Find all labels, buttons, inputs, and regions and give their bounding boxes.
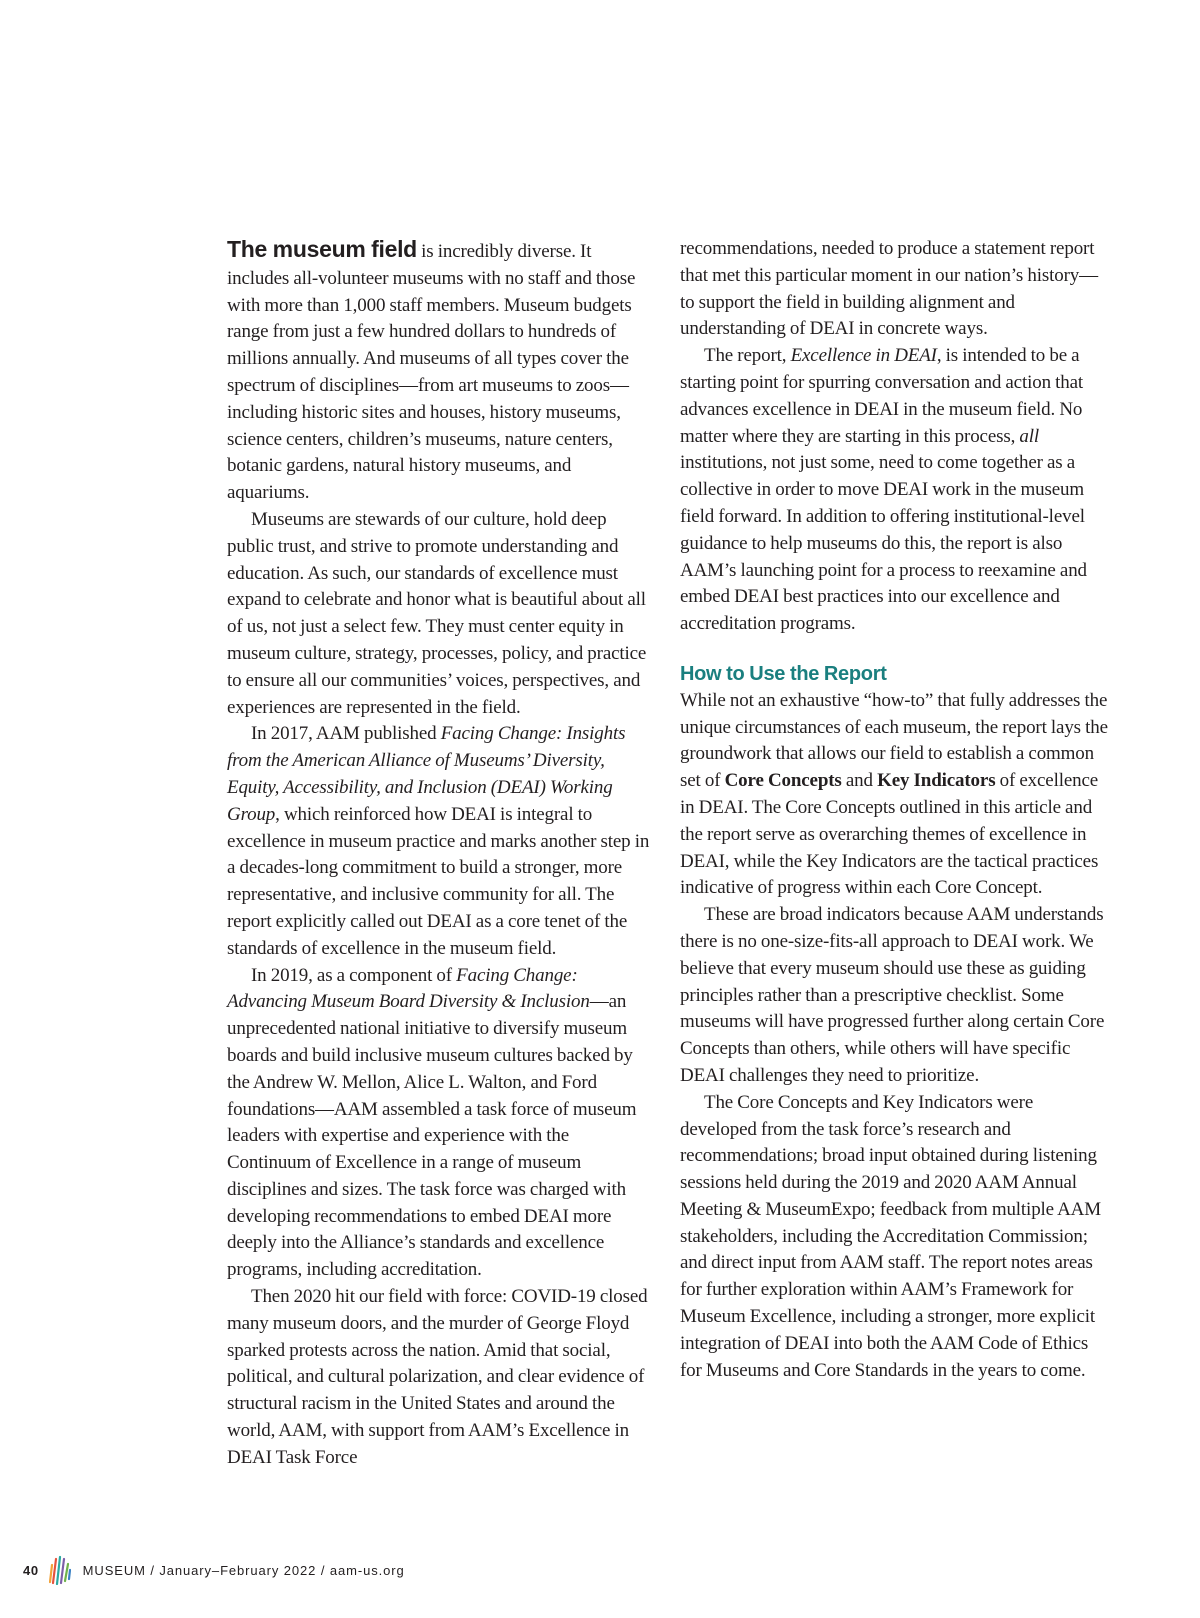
article-column-left [227, 236, 657, 1472]
body-paragraph [680, 688, 1112, 902]
paragraph-text: , which reinforced how DEAI is integral to excellence in museum practice and marks another step in a decades-long commitment to build a stronger, more representative, and inclusive community for all. The report explicitly called out DEAI as a core tenet of the standards of excellence in the museum field. [227, 803, 650, 959]
body-paragraph [227, 963, 657, 1285]
footer-text: MUSEUM / January–February 2022 / aam-us.org [82, 1562, 405, 1578]
term-core-concepts: Core Concepts [724, 770, 842, 792]
paragraph-text: The report, [704, 345, 791, 367]
body-paragraph: recommendations, needed to produce a statement report that met this particular moment in our nation’s history—to support the field in building alignment and understanding of DEAI in concrete ways. [680, 238, 1098, 340]
publication-title: Facing Change: Advancing Museum Board Diversity & Inclusion [227, 964, 590, 1013]
paragraph-text: is incredibly diverse. It includes all-volunteer museums with no staff and those with more than 1,000 staff members. Museum budgets range from just a few hundred dollars to hundreds of millions annually. And museums of all types cover the spectrum of disciplines—from art museums to zoos—including historic sites and houses, history museums, science centers, children’s museums, nature centers, botanic gardens, natural history museums, and aquariums. [227, 241, 636, 504]
lead-in: The museum field [227, 236, 417, 262]
page-number: 40 [23, 1562, 39, 1578]
body-paragraph [227, 721, 657, 962]
body-paragraph: The Core Concepts and Key Indicators were developed from the task force’s research and recommendations; broad input obtained during listening sessions held during the 2019 and 2020 AAM Annual Meeting & MuseumExpo; feedback from multiple AAM stakeholders, including the Accreditation Commission; and direct input from AAM staff. The report notes areas for further exploration within AAM’s Framework for Museum Excellence, including a stronger, more explicit integration of DEAI into both the AAM Code of Ethics for Museums and Core Standards in the years to come. [680, 1091, 1101, 1381]
aam-logo-icon [49, 1555, 71, 1585]
body-paragraph: Then 2020 hit our field with force: COVID-19 closed many museum doors, and the murder of George Floyd sparked protests across the nation. Amid that social, political, and cultural polarization, and clear evidence of structural racism in the United States and around the world, AAM, with support from AAM’s Excellence in DEAI Task Force [227, 1286, 648, 1468]
body-paragraph [227, 236, 657, 507]
paragraph-text: and [841, 770, 878, 792]
publication-title: Facing Change: Insights from the American Alliance of Museums’ Diversity, Equity, Accessibility, and Inclusion (DEAI) Working Group [227, 723, 626, 825]
paragraph-text: , is intended to be a starting point for spurring conversation and action that advances excellence in DEAI in the museum field. No matter where they are starting in this process, [680, 345, 1084, 447]
publication-title: Excellence in DEAI [790, 345, 937, 367]
term-key-indicators: Key Indicators [877, 770, 996, 792]
paragraph-text: In 2017, AAM published [251, 723, 441, 745]
paragraph-text: While not an exhaustive “how-to” that fully addresses the unique circumstances of each museum, the report lays the groundwork that allows our field to establish a common set of [680, 689, 1108, 792]
body-paragraph [680, 343, 1112, 638]
paragraph-text: In 2019, as a component of [251, 964, 457, 986]
emphasis: all [1019, 425, 1040, 447]
body-paragraph: These are broad indicators because AAM understands there is no one-size-fits-all approach to DEAI work. We believe that every museum should use these as guiding principles rather than a prescriptive checklist. Some museums will have progressed further along certain Core Concepts than others, while others will have specific DEAI challenges they need to prioritize. [680, 904, 1105, 1086]
page-footer [23, 1553, 405, 1587]
paragraph-text: of excellence in DEAI. The Core Concepts outlined in this article and the report serve as overarching themes of excellence in DEAI, while the Key Indicators are the tactical practices indicative of progress within each Core Concept. [680, 770, 1099, 899]
paragraph-text: institutions, not just some, need to come together as a collective in order to move DEAI work in the museum field forward. In addition to offering institutional-level guidance to help museums do this, the report is also AAM’s launching point for a process to reexamine and embed DEAI best practices into our excellence and accreditation programs. [680, 452, 1087, 635]
article-column-right [680, 236, 1112, 1384]
section-heading: How to Use the Report [680, 662, 887, 685]
body-paragraph: Museums are stewards of our culture, hold deep public trust, and strive to promote understanding and education. As such, our standards of excellence must expand to celebrate and honor what is beautiful about all of us, not just a select few. They must center equity in museum culture, strategy, processes, policy, and practice to ensure all our communities’ voices, perspectives, and experiences are represented in the field. [227, 508, 647, 718]
paragraph-text: —an unprecedented national initiative to diversify museum boards and build inclusive museum cultures backed by the Andrew W. Mellon, Alice L. Walton, and Ford foundations—AAM assembled a task force of museum leaders with expertise and experience with the Continuum of Excellence in a range of museum disciplines and sizes. The task force was charged with developing recommendations to embed DEAI more deeply into the Alliance’s standards and excellence programs, including accreditation. [227, 991, 637, 1281]
